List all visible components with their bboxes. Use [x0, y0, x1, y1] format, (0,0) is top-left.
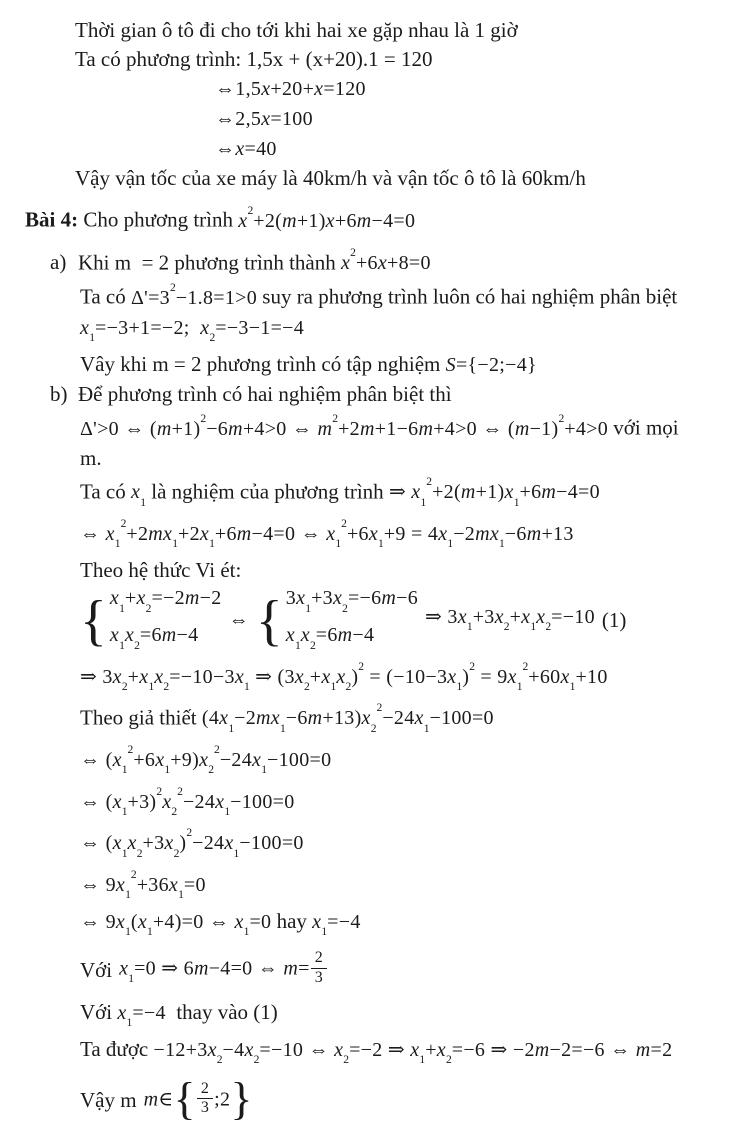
text-run: Ta có: [80, 284, 132, 309]
math-run: ⇔ $9x_1^2+36x_1=0$: [80, 868, 206, 902]
math-run: m∈{ $\frac{2}{3}$ ;2}: [143, 1072, 253, 1124]
doc-line: [0, 782, 750, 824]
math-run: ⇒ $x_1^2+2(m+1)x_1+6m-4=0$: [388, 475, 600, 509]
doc-line: [0, 350, 750, 380]
equation-system: { $x_1+x_2=-2m-2$ $x_1x_2=6m-4$: [80, 586, 222, 655]
doc-line: [0, 907, 750, 944]
text-run: hay: [271, 908, 313, 933]
doc-line: [0, 740, 750, 782]
text-run: Để phương trình có hai nghiệm phân biệt thì: [78, 381, 452, 406]
system-equations: [110, 586, 222, 655]
text-run: là nghiệm của phương trình: [146, 479, 389, 504]
big-brace-right: }: [230, 1072, 253, 1124]
doc-line: [0, 313, 750, 350]
text-run: Ta được: [80, 1036, 154, 1061]
math-run: $(4x_1-2mx_1-6m+13)x_2^2-24x_1-100=0$: [201, 701, 494, 735]
fraction: $\frac{2}{3}$: [311, 949, 327, 987]
math-run: ⇔ $(x_1x_2+3x_2)^2-24x_1-100=0$: [80, 826, 304, 860]
math-run: $-12+3x_2-4x_2=-10$ ⇔ $x_2=-2$ ⇒ $x_1+x_2=-6$ ⇒ −2m−2=−6 ⇔ m=2: [153, 1038, 673, 1067]
math-run: $x^2+2(m+1)x+6m-4=0$: [238, 203, 416, 232]
text-run: Ta có: [80, 479, 132, 504]
doc-line: [0, 278, 750, 313]
text-run: Với: [80, 958, 113, 983]
system-equation: $x_1+x_2=-2m-2$: [109, 587, 222, 615]
math-run: Δ'>0 ⇔ $(m+1)^2-6m+4>0$ ⇔ $m^2+2m+1-6m+4>0$ ⇔ $(m-1)^2+4>0$: [80, 411, 608, 440]
doc-line: [0, 473, 750, 515]
text-run: thay vào (1): [165, 999, 278, 1024]
text-run: Bài 4:: [25, 207, 79, 232]
math-run: $x_1=-4$: [312, 910, 361, 939]
doc-line: [0, 585, 750, 657]
doc-line: [0, 164, 750, 193]
doc-line: [0, 380, 750, 409]
doc-line: [0, 1072, 750, 1130]
math-run: $x_1=-3+1=-2$; $x_2=-3-1=-4$: [80, 316, 305, 345]
math-run: ⇔ $(x_1^2+6x_1+9)x_2^2-24x_1-100=0$: [80, 743, 332, 777]
text-run: (1): [601, 608, 627, 633]
text-run: m.: [80, 445, 102, 470]
math-run: ⇔ $x_1^2+2mx_1+2x_1+6m-4=0$ ⇔ $x_1^2+6x_1+9 = 4x_1-2mx_1-6m+13$: [80, 517, 574, 551]
text-run: Theo hệ thức Vi ét:: [80, 557, 242, 582]
doc-line: [0, 699, 750, 741]
text-run: suy ra phương trình luôn có hai nghiệm phân biệt: [257, 284, 678, 309]
math-run: ⇔x=40: [215, 138, 277, 160]
doc-line: [0, 134, 750, 164]
list-label: a): [50, 250, 67, 275]
math-run: ⇔ $(x_1+3)^2x_2^2-24x_1-100=0$: [80, 784, 295, 818]
math-run: ⇔ $9x_1(x_1+4)=0$ ⇔ $x_1=0$: [80, 910, 272, 939]
text-run: Với: [80, 999, 118, 1024]
big-brace-left: {: [173, 1072, 196, 1124]
system-equation: $x_1x_2=6m-4$: [285, 624, 375, 652]
doc-line: [0, 998, 750, 1035]
math-run: ⇔1,5x+20+x=120: [215, 78, 366, 100]
doc-line: [0, 944, 750, 998]
math-run: $x^2+6x+8=0$: [340, 246, 431, 275]
doc-line: [0, 409, 750, 444]
math-run: ⇔2,5x=100: [215, 108, 313, 130]
text-run: Thời gian ô tô đi cho tới khi hai xe gặp nhau là 1 giờ: [75, 18, 518, 42]
math-run: $\Delta'=3^2-1.8=1>0$: [131, 281, 258, 309]
doc-line: [0, 244, 750, 279]
text-run: Vậy vận tốc của xe máy là 40km/h và vận tốc ô tô là 60km/h: [75, 166, 586, 190]
list-label: b): [50, 381, 68, 406]
math-run: S={−2;−4}: [445, 353, 537, 376]
doc-line: [0, 514, 750, 556]
doc-line: [0, 45, 750, 74]
text-run: Khi m = 2 phương trình thành: [78, 250, 341, 275]
doc-line: [0, 444, 750, 473]
system-equation: $x_1x_2=6m-4$: [109, 624, 199, 652]
doc-line: [0, 1035, 750, 1072]
system-equation: $3x_1+3x_2=-6m-6$: [285, 587, 419, 615]
math-run: ⇒ $3x_2+x_1x_2=-10-3x_1$ ⇒ $(3x_2+x_1x_2)^2 = (-10-3x_1)^2 = 9x_1^2+60x_1+10$: [80, 659, 608, 693]
text-run: Vậy m: [80, 1088, 137, 1113]
doc-line: [0, 556, 750, 585]
doc-line: [0, 201, 750, 236]
text-run: Cho phương trình: [78, 207, 239, 232]
text-run: Vây khi m = 2 phương trình có tập nghiệm: [80, 351, 446, 376]
doc-line: [0, 74, 750, 104]
doc-line: [0, 657, 750, 699]
doc-line: [0, 824, 750, 866]
math-run: ⇒ $3x_1+3x_2+x_1x_2=-10$: [425, 605, 595, 634]
text-run: Ta có phương trình: 1,5x + (x+20).1 = 120: [75, 47, 433, 71]
math-run: $x_1=-4$: [117, 1001, 166, 1030]
doc-line: [0, 16, 750, 45]
doc-line: [0, 104, 750, 134]
doc-line: [0, 865, 750, 907]
equation-system: { $3x_1+3x_2=-6m-6$ $x_1x_2=6m-4$: [256, 586, 418, 655]
system-equations: [286, 586, 418, 655]
text-run: với mọi: [608, 415, 679, 440]
fraction: $\frac{2}{3}$: [197, 1080, 213, 1118]
math-run: ⇔: [228, 609, 249, 632]
math-run: $x_1$: [131, 481, 146, 509]
math-run: $x_1=0$ ⇒ 6m−4=0 ⇔ m= $\frac{2}{3}$: [119, 951, 328, 990]
text-run: Theo giả thiết: [80, 705, 202, 730]
